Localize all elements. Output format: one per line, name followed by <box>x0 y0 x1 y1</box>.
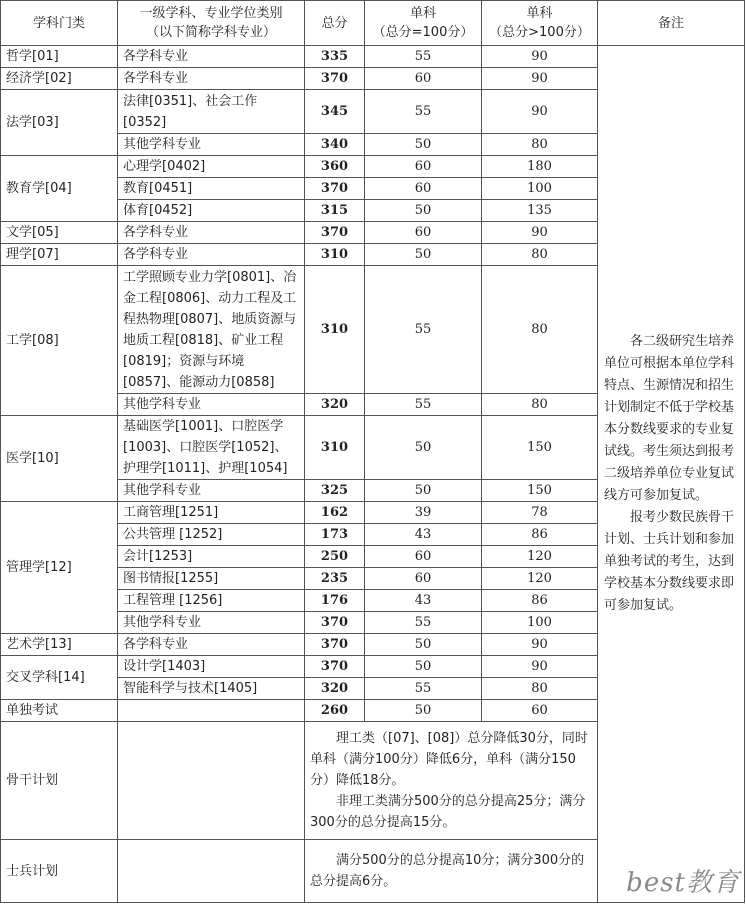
discipline-cell: 各学科专业 <box>118 244 305 266</box>
single-gt100-cell: 86 <box>482 524 598 546</box>
category-cell: 交叉学科[14] <box>1 656 118 700</box>
category-cell: 艺术学[13] <box>1 634 118 656</box>
single-100-cell: 50 <box>365 656 482 678</box>
single-gt100-cell: 80 <box>482 244 598 266</box>
discipline-cell: 体育[0452] <box>118 200 305 222</box>
single-100-cell: 55 <box>365 612 482 634</box>
total-cell: 370 <box>305 634 365 656</box>
header-remark: 备注 <box>598 1 745 46</box>
single-100-cell: 50 <box>365 634 482 656</box>
remark-paragraph-2: 报考少数民族骨干计划、士兵计划和参加单独考试的考生，达到学校基本分数线要求即可参加复试。 <box>604 510 735 613</box>
discipline-cell: 图书情报[1255] <box>118 568 305 590</box>
discipline-cell: 其他学科专业 <box>118 394 305 416</box>
category-cell: 管理学[12] <box>1 502 118 634</box>
single-gt100-cell: 90 <box>482 634 598 656</box>
single-gt100-cell: 150 <box>482 480 598 502</box>
table-header-row <box>1 1 745 46</box>
single-gt100-cell: 80 <box>482 266 598 394</box>
single-100-cell: 43 <box>365 590 482 612</box>
shibing-rule-paragraph: 满分500分的总分提高10分；满分300分的总分提高6分。 <box>310 853 585 889</box>
discipline-cell: 各学科专业 <box>118 634 305 656</box>
category-cell: 单独考试 <box>1 700 118 722</box>
single-100-cell: 55 <box>365 678 482 700</box>
watermark: best教育 <box>626 868 740 898</box>
single-100-cell: 50 <box>365 416 482 480</box>
single-100-cell: 50 <box>365 244 482 266</box>
single-gt100-cell: 80 <box>482 394 598 416</box>
single-100-cell: 60 <box>365 178 482 200</box>
discipline-cell: 基础医学[1001]、口腔医学[1003]、口腔医学[1052]、护理学[1011]、护理[1054] <box>118 416 305 480</box>
total-cell: 340 <box>305 134 365 156</box>
discipline-cell: 公共管理 [1252] <box>118 524 305 546</box>
single-gt100-cell: 90 <box>482 46 598 68</box>
category-cell: 哲学[01] <box>1 46 118 68</box>
total-cell: 260 <box>305 700 365 722</box>
single-100-cell: 60 <box>365 568 482 590</box>
total-cell: 360 <box>305 156 365 178</box>
category-cell: 教育学[04] <box>1 156 118 222</box>
header-category: 学科门类 <box>1 1 118 46</box>
single-100-cell: 39 <box>365 502 482 524</box>
shibing-label: 士兵计划 <box>1 840 118 903</box>
category-cell: 经济学[02] <box>1 68 118 90</box>
single-100-cell: 50 <box>365 200 482 222</box>
single-gt100-cell: 90 <box>482 68 598 90</box>
remark-cell <box>598 46 745 903</box>
discipline-cell: 工学照顾专业力学[0801]、冶金工程[0806]、动力工程及工程热物理[0807]、地质资源与地质工程[0818]、矿业工程[0819]；资源与环境[0857]、能源动力[0858] <box>118 266 305 394</box>
single-gt100-cell: 120 <box>482 568 598 590</box>
header-total: 总分 <box>305 1 365 46</box>
total-cell: 310 <box>305 416 365 480</box>
total-cell: 320 <box>305 678 365 700</box>
discipline-cell <box>118 700 305 722</box>
total-cell: 370 <box>305 612 365 634</box>
total-cell: 370 <box>305 178 365 200</box>
single-100-cell: 50 <box>365 480 482 502</box>
gugan-rule-paragraph-1: 理工类（[07]、[08]）总分降低30分，同时单科（满分100分）降低6分，单科（满分150分）降低18分。 <box>310 731 588 788</box>
total-cell: 345 <box>305 90 365 134</box>
discipline-cell: 各学科专业 <box>118 68 305 90</box>
category-cell: 理学[07] <box>1 244 118 266</box>
gugan-rule <box>305 722 598 840</box>
total-cell: 235 <box>305 568 365 590</box>
single-gt100-cell: 120 <box>482 546 598 568</box>
empty-cell <box>118 840 305 903</box>
discipline-cell: 工商管理[1251] <box>118 502 305 524</box>
single-100-cell: 60 <box>365 222 482 244</box>
single-gt100-cell: 100 <box>482 178 598 200</box>
discipline-cell: 设计学[1403] <box>118 656 305 678</box>
discipline-cell: 其他学科专业 <box>118 480 305 502</box>
remark-paragraph-1: 各二级研究生培养单位可根据本单位学科特点、生源情况和招生计划制定不低于学校基本分数线要求的专业复试线。考生须达到报考二级培养单位专业复试线方可参加复试。 <box>604 334 735 503</box>
single-gt100-cell: 180 <box>482 156 598 178</box>
category-cell: 文学[05] <box>1 222 118 244</box>
single-100-cell: 60 <box>365 156 482 178</box>
total-cell: 320 <box>305 394 365 416</box>
total-cell: 335 <box>305 46 365 68</box>
header-discipline: 一级学科、专业学位类别 （以下简称学科专业） <box>118 1 305 46</box>
single-gt100-cell: 150 <box>482 416 598 480</box>
total-cell: 370 <box>305 656 365 678</box>
header-single-gt100: 单科 （总分>100分） <box>482 1 598 46</box>
single-100-cell: 55 <box>365 90 482 134</box>
single-100-cell: 60 <box>365 68 482 90</box>
total-cell: 370 <box>305 222 365 244</box>
discipline-cell: 其他学科专业 <box>118 612 305 634</box>
total-cell: 310 <box>305 266 365 394</box>
category-cell: 医学[10] <box>1 416 118 502</box>
single-gt100-cell: 78 <box>482 502 598 524</box>
header-single-100: 单科 （总分=100分） <box>365 1 482 46</box>
discipline-cell: 智能科学与技术[1405] <box>118 678 305 700</box>
single-gt100-cell: 86 <box>482 590 598 612</box>
gugan-rule-paragraph-2: 非理工类满分500分的总分提高25分；满分300分的总分提高15分。 <box>310 794 586 830</box>
single-gt100-cell: 90 <box>482 656 598 678</box>
discipline-cell: 工程管理 [1256] <box>118 590 305 612</box>
single-gt100-cell: 135 <box>482 200 598 222</box>
category-cell: 工学[08] <box>1 266 118 416</box>
total-cell: 176 <box>305 590 365 612</box>
single-100-cell: 55 <box>365 46 482 68</box>
table-row <box>1 46 745 68</box>
single-gt100-cell: 100 <box>482 612 598 634</box>
total-cell: 173 <box>305 524 365 546</box>
shibing-rule <box>305 840 598 903</box>
single-100-cell: 60 <box>365 546 482 568</box>
single-gt100-cell: 80 <box>482 134 598 156</box>
single-100-cell: 55 <box>365 266 482 394</box>
discipline-cell: 各学科专业 <box>118 222 305 244</box>
total-cell: 310 <box>305 244 365 266</box>
single-100-cell: 55 <box>365 394 482 416</box>
category-cell: 法学[03] <box>1 90 118 156</box>
single-100-cell: 50 <box>365 134 482 156</box>
single-gt100-cell: 60 <box>482 700 598 722</box>
total-cell: 250 <box>305 546 365 568</box>
empty-cell <box>118 722 305 840</box>
gugan-label: 骨干计划 <box>1 722 118 840</box>
single-gt100-cell: 90 <box>482 90 598 134</box>
single-100-cell: 43 <box>365 524 482 546</box>
total-cell: 325 <box>305 480 365 502</box>
discipline-cell: 心理学[0402] <box>118 156 305 178</box>
total-cell: 315 <box>305 200 365 222</box>
single-100-cell: 50 <box>365 700 482 722</box>
discipline-cell: 其他学科专业 <box>118 134 305 156</box>
discipline-cell: 教育[0451] <box>118 178 305 200</box>
discipline-cell: 会计[1253] <box>118 546 305 568</box>
single-gt100-cell: 90 <box>482 222 598 244</box>
discipline-cell: 各学科专业 <box>118 46 305 68</box>
total-cell: 370 <box>305 68 365 90</box>
discipline-cell: 法律[0351]、社会工作[0352] <box>118 90 305 134</box>
total-cell: 162 <box>305 502 365 524</box>
single-gt100-cell: 80 <box>482 678 598 700</box>
